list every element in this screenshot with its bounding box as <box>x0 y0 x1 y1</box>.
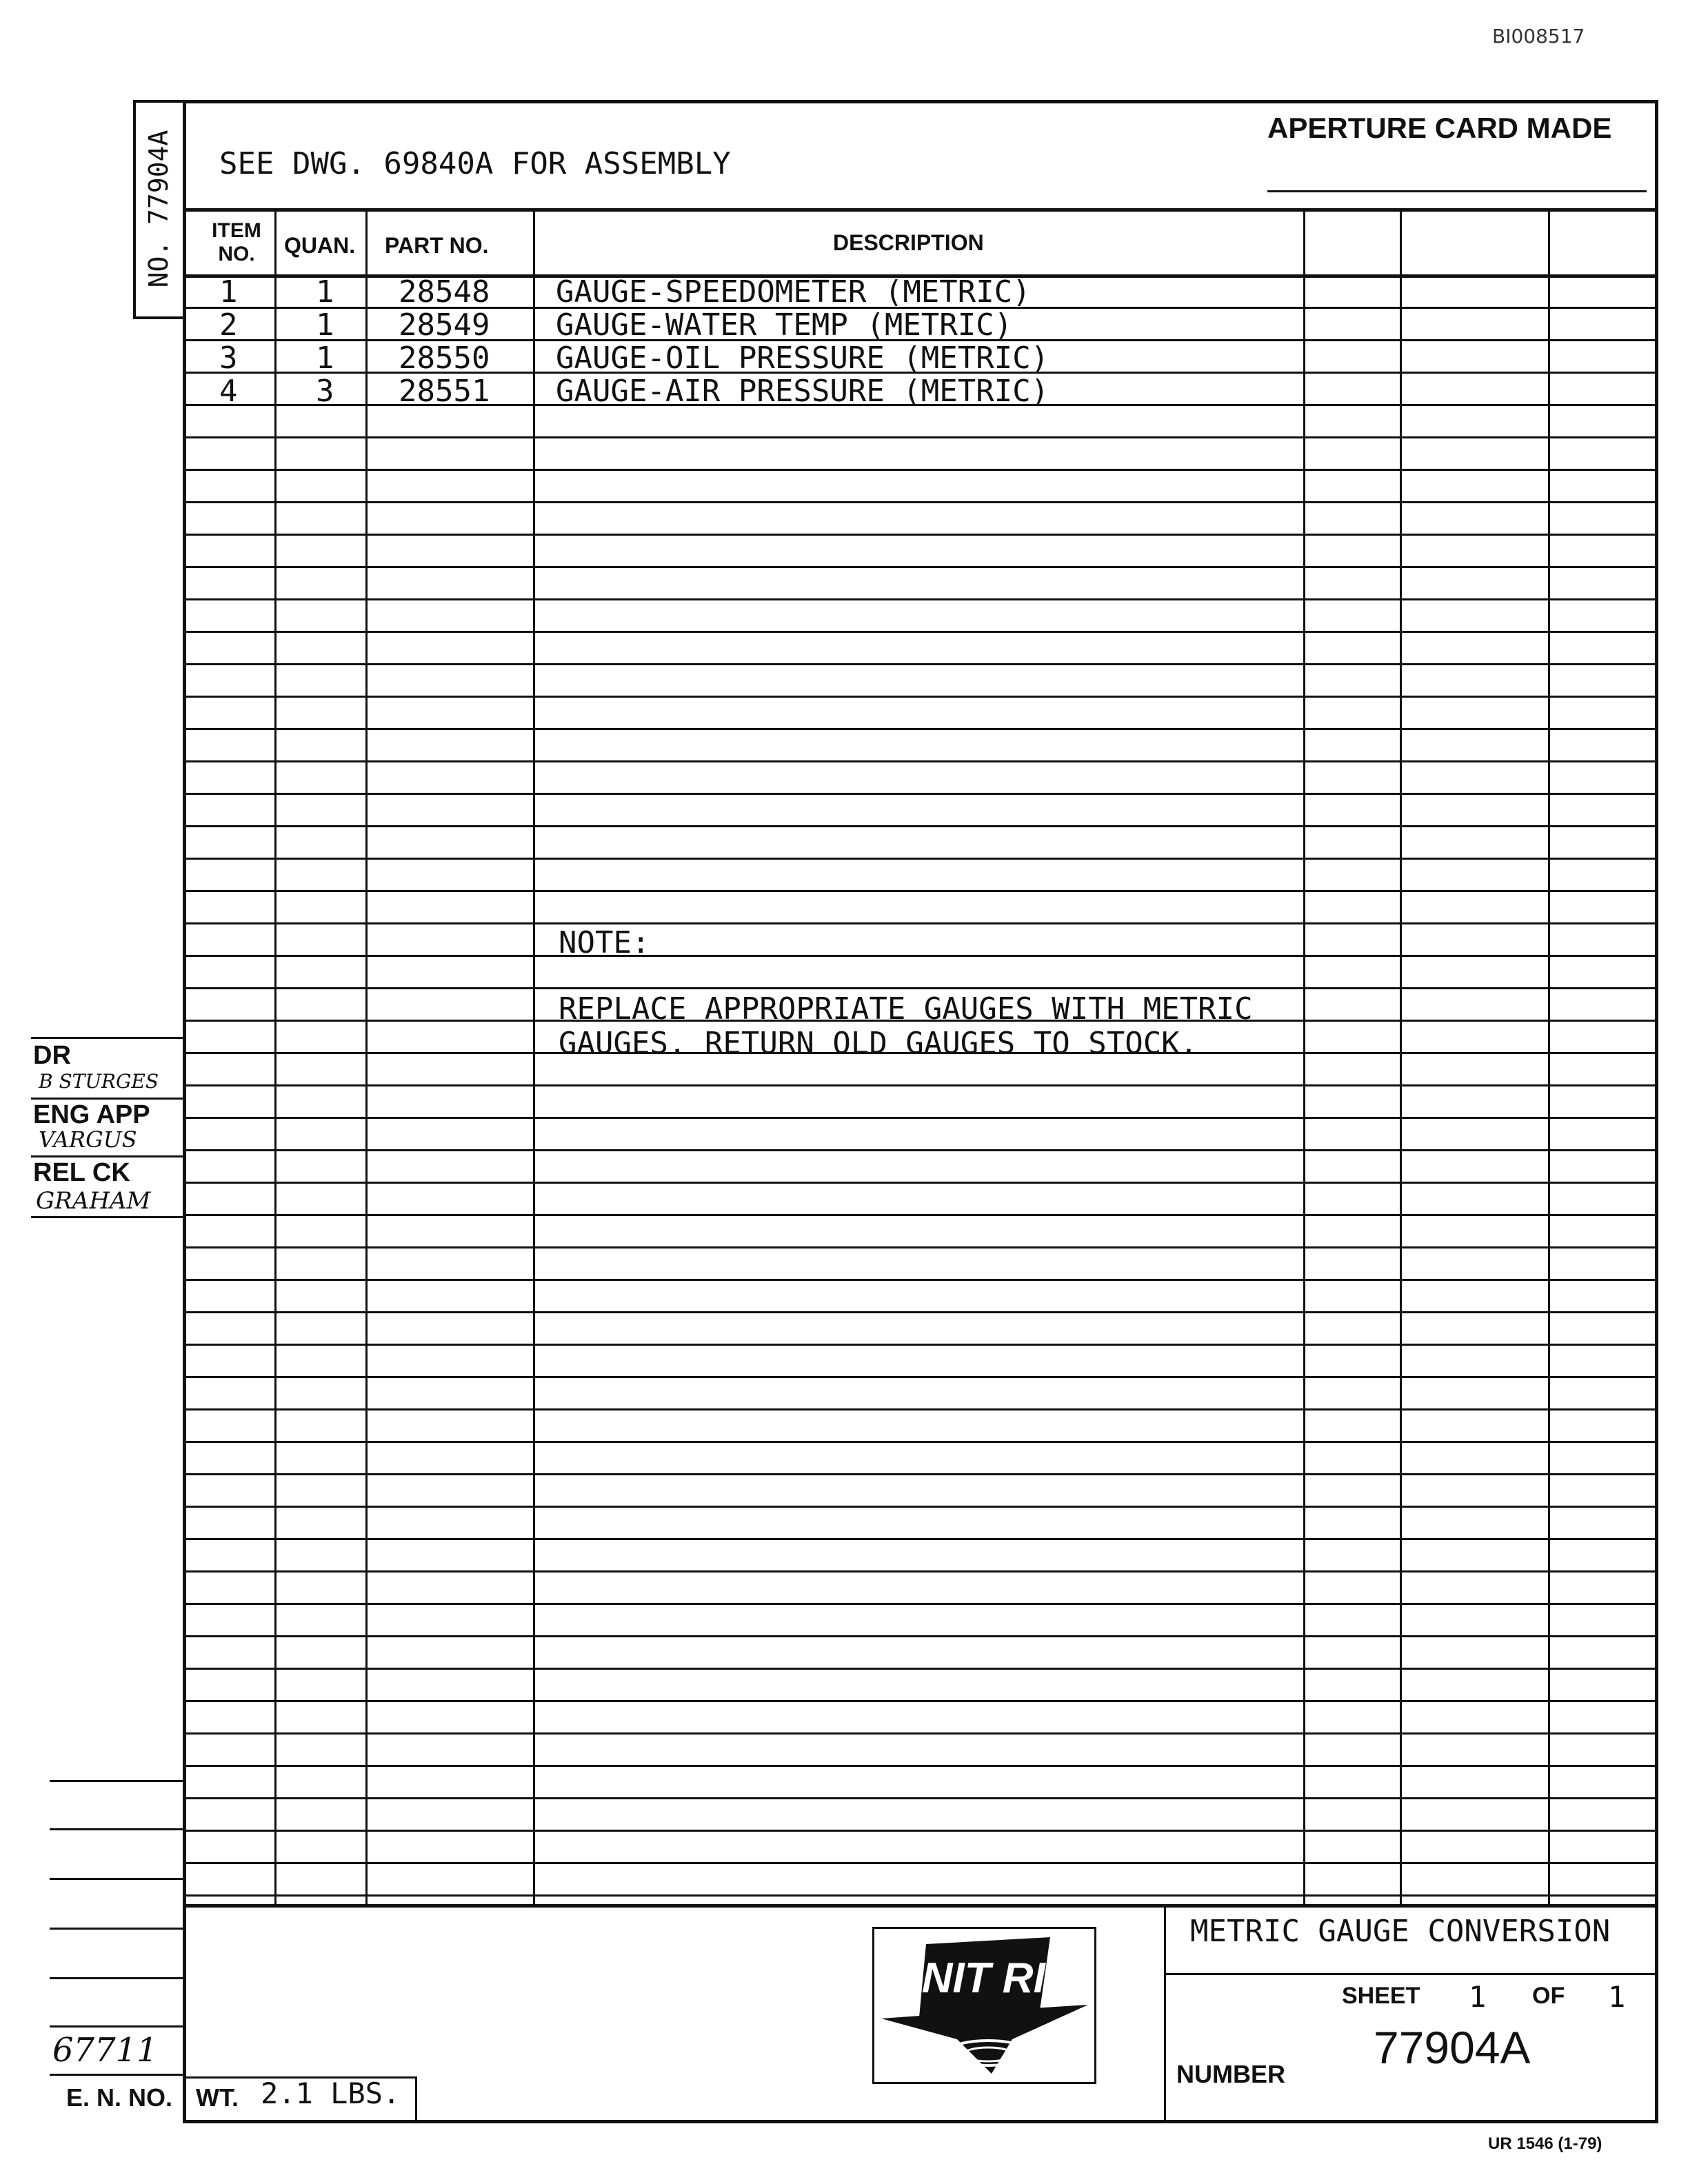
col-description: DESCRIPTION <box>833 230 984 255</box>
row-rule <box>183 1830 1658 1832</box>
note-line-2: GAUGES. RETURN OLD GAUGES TO STOCK. <box>559 1026 1198 1061</box>
frame-bottom <box>183 2120 1658 2123</box>
see-dwg-note: SEE DWG. 69840A FOR ASSEMBLY <box>219 146 731 181</box>
row-rule <box>183 793 1658 795</box>
row-rule <box>183 858 1658 860</box>
item-part-no: 28548 <box>399 274 490 310</box>
en-number-value: 67711 <box>52 2031 158 2070</box>
row-rule <box>183 534 1658 536</box>
title-divider <box>1164 1973 1658 1975</box>
signoff-eng-app-name: VARGUS <box>39 1126 137 1153</box>
signoff-dr-name: B STURGES <box>39 1070 159 1093</box>
item-quantity: 3 <box>316 374 334 409</box>
item-number: 3 <box>219 341 238 376</box>
signoff-rel-ck-label: REL CK <box>33 1158 130 1187</box>
aperture-signature-line <box>1267 190 1647 192</box>
row-rule <box>183 1862 1658 1864</box>
frame-top <box>183 100 1658 103</box>
col-part-no: PART NO. <box>385 233 489 258</box>
row-rule <box>183 1117 1658 1119</box>
item-number: 4 <box>219 374 238 409</box>
row-rule <box>183 1765 1658 1767</box>
row-rule <box>183 922 1658 924</box>
item-description: GAUGE-WATER TEMP (METRIC) <box>556 307 1013 343</box>
col-line-6 <box>1548 208 1550 1904</box>
row-rule <box>183 728 1658 730</box>
signoff-eng-app-label: ENG APP <box>33 1100 150 1129</box>
row-rule <box>183 1538 1658 1540</box>
row-rule <box>183 436 1658 438</box>
row-rule <box>183 1506 1658 1508</box>
revision-line <box>50 1828 184 1830</box>
revision-line <box>50 2025 184 2028</box>
note-line-1: REPLACE APPROPRIATE GAUGES WITH METRIC <box>559 991 1253 1027</box>
row-rule <box>183 566 1658 568</box>
row-rule <box>183 1635 1658 1637</box>
row-rule <box>183 663 1658 665</box>
signoff-dr-label: DR <box>33 1041 71 1070</box>
signoff-bottom-line <box>31 1216 184 1218</box>
title-block-divider <box>1164 1904 1166 2121</box>
row-rule <box>183 631 1658 633</box>
row-rule <box>183 1894 1658 1897</box>
row-rule <box>183 955 1658 957</box>
item-part-no: 28550 <box>399 341 490 376</box>
row-rule <box>183 825 1658 827</box>
row-rule <box>183 1376 1658 1378</box>
item-description: GAUGE-OIL PRESSURE (METRIC) <box>556 341 1049 376</box>
item-quantity: 1 <box>316 307 334 343</box>
col-item-no: ITEM NO. <box>212 219 261 265</box>
revision-line <box>50 1878 184 1880</box>
drawing-title: METRIC GAUGE CONVERSION <box>1190 1914 1611 1949</box>
aperture-card-label: APERTURE CARD MADE <box>1267 112 1612 144</box>
row-rule <box>183 469 1658 471</box>
revision-line <box>50 1780 184 1782</box>
row-rule <box>183 1084 1658 1086</box>
sheet-label: SHEET <box>1342 1983 1420 2009</box>
row-rule <box>183 987 1658 989</box>
item-description: GAUGE-AIR PRESSURE (METRIC) <box>556 374 1049 409</box>
number-label: NUMBER <box>1176 2060 1285 2088</box>
col-line-2 <box>365 208 368 1904</box>
row-rule <box>183 1344 1658 1346</box>
row-rule <box>183 1732 1658 1735</box>
item-description: GAUGE-SPEEDOMETER (METRIC) <box>556 274 1031 310</box>
item-part-no: 28551 <box>399 374 490 409</box>
header-divider <box>183 208 1658 212</box>
signoff-divider-1 <box>31 1098 184 1100</box>
en-number-label: E. N. NO. <box>66 2083 173 2112</box>
row-rule <box>183 1700 1658 1702</box>
col-quan: QUAN. <box>284 233 356 258</box>
sheet-of-label: OF <box>1532 1983 1565 2009</box>
row-rule <box>183 1214 1658 1216</box>
row-rule <box>183 1603 1658 1605</box>
col-line-4 <box>1303 208 1305 1904</box>
row-rule <box>183 1473 1658 1475</box>
col-line-5 <box>1400 208 1402 1904</box>
drawing-number: 77904A <box>1374 2022 1531 2073</box>
row-rule <box>183 501 1658 503</box>
logo-text: UNIT RIG <box>890 1954 1079 2002</box>
row-rule <box>183 598 1658 600</box>
item-number: 1 <box>219 274 238 310</box>
item-quantity: 1 <box>316 341 334 376</box>
row-rule <box>183 1311 1658 1313</box>
row-rule <box>183 1182 1658 1184</box>
en-number-line <box>50 2074 184 2076</box>
revision-line <box>50 1928 184 1930</box>
weight-box-right <box>415 2076 417 2121</box>
signoff-rel-ck-name: GRAHAM <box>36 1187 151 1215</box>
col-line-1 <box>274 208 277 1904</box>
row-rule <box>183 1570 1658 1573</box>
note-label: NOTE: <box>559 925 650 960</box>
row-rule <box>183 1668 1658 1670</box>
row-rule <box>183 696 1658 698</box>
weight-value: 2.1 LBS. <box>261 2076 401 2110</box>
revision-line <box>50 1977 184 1979</box>
row-rule <box>183 1246 1658 1248</box>
weight-label: WT. <box>196 2083 239 2112</box>
document-id: BI008517 <box>1492 25 1585 48</box>
unit-rig-emblem-icon <box>874 1929 1094 2082</box>
signoff-top-line <box>31 1037 184 1039</box>
col-line-3 <box>533 208 535 1904</box>
item-quantity: 1 <box>316 274 334 310</box>
title-block-top <box>183 1904 1658 1908</box>
side-tab-label: NO. 77904A <box>143 130 174 288</box>
row-rule <box>183 1441 1658 1443</box>
row-rule <box>183 1797 1658 1799</box>
signoff-divider-2 <box>31 1155 184 1157</box>
row-rule <box>183 1279 1658 1281</box>
row-rule <box>183 890 1658 892</box>
item-number: 2 <box>219 307 238 343</box>
sheet-total: 1 <box>1608 1980 1626 2014</box>
form-code: UR 1546 (1-79) <box>1488 2134 1602 2153</box>
row-rule <box>183 1408 1658 1410</box>
row-rule <box>183 1149 1658 1151</box>
item-part-no: 28549 <box>399 307 490 343</box>
unit-rig-logo <box>872 1927 1096 2084</box>
row-rule <box>183 760 1658 762</box>
sheet-number: 1 <box>1469 1980 1487 2014</box>
